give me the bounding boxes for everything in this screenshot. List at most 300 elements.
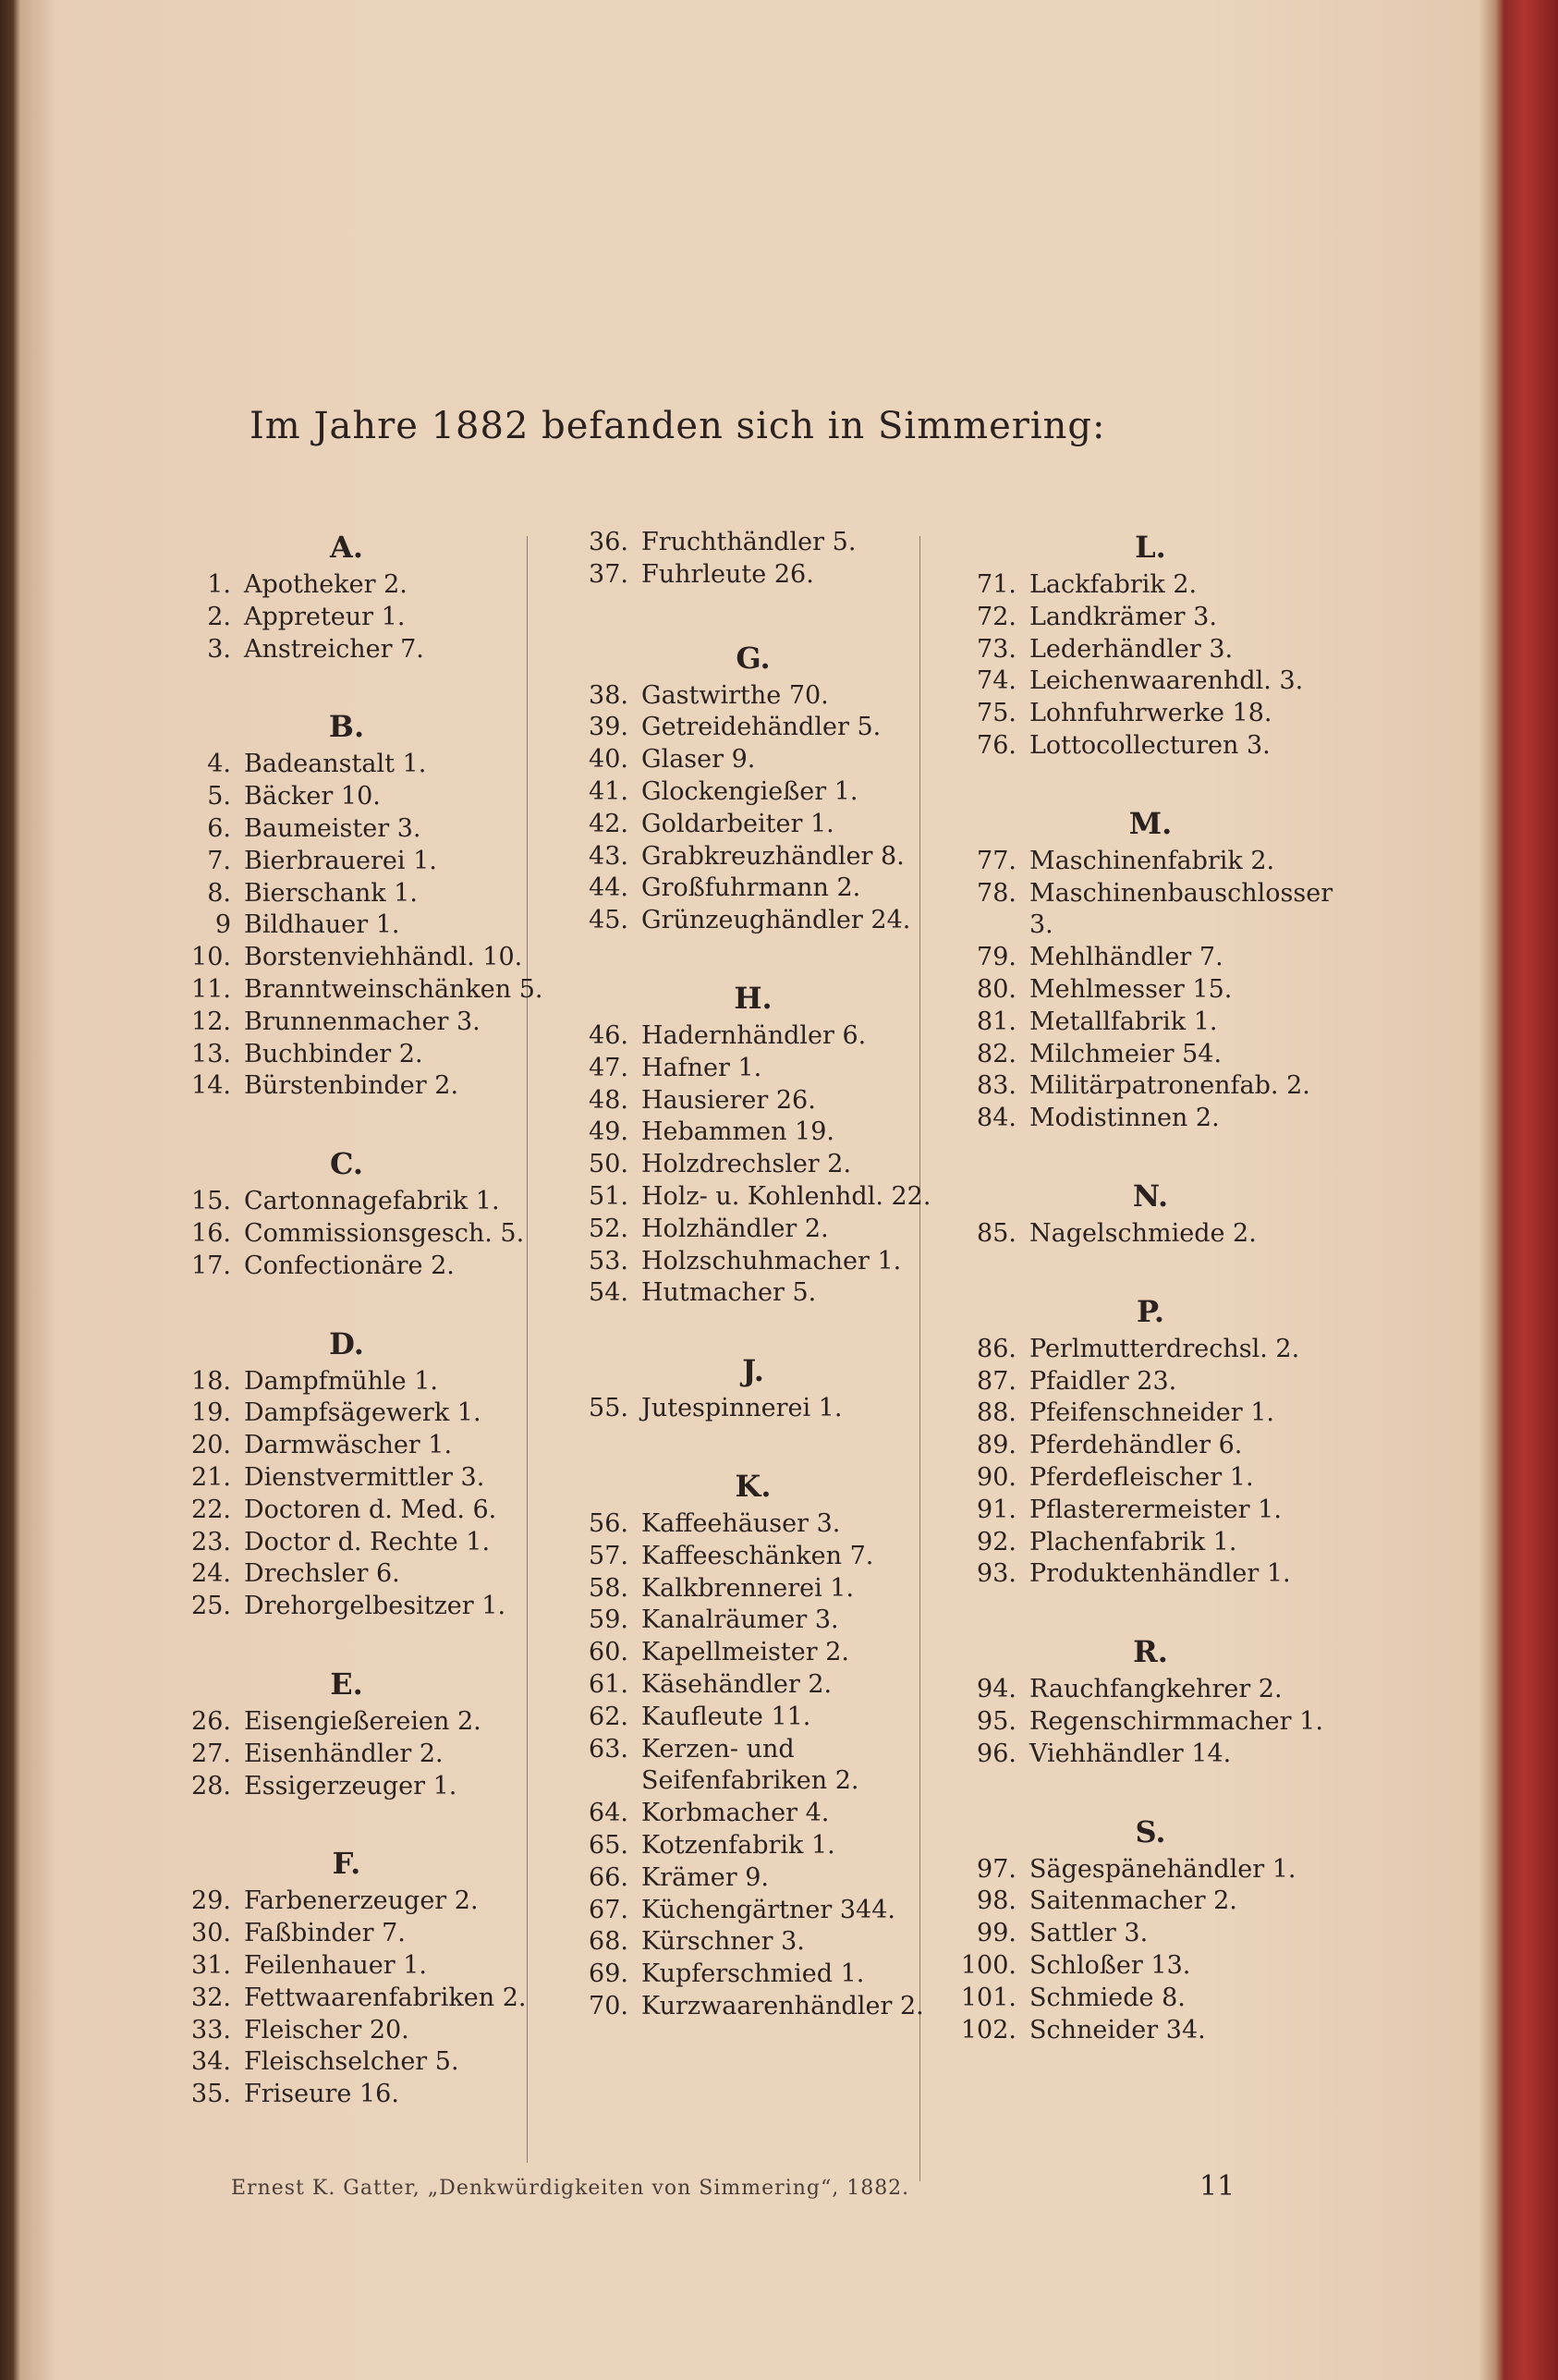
entry-number: 43. (589, 841, 628, 871)
list-item (554, 1830, 952, 1862)
entry-text: Mehlhändler 7. (1029, 943, 1223, 972)
list-item (157, 1558, 536, 1591)
entry-text: Brunnenmacher 3. (244, 1007, 481, 1036)
entry-number: 76. (977, 730, 1016, 760)
entry-text: Hebammen 19. (641, 1117, 834, 1147)
list-item (554, 527, 952, 559)
section-letter: C. (329, 1146, 364, 1182)
list-item (554, 776, 952, 809)
list-item (157, 1983, 536, 2015)
list-item (554, 873, 952, 905)
entry-text: Großfuhrmann 2. (641, 873, 861, 903)
letter-group (157, 1143, 536, 1282)
entry-text: Nagelschmiede 2. (1029, 1218, 1257, 1248)
section-letter: K. (735, 1468, 772, 1504)
entry-number: 45. (589, 906, 628, 935)
list-item (943, 942, 1358, 974)
list-item (157, 909, 536, 942)
entry-number: 67. (589, 1895, 628, 1924)
list-item (157, 1918, 536, 1950)
list-item (943, 634, 1358, 666)
entry-text: Kapellmeister 2. (641, 1638, 849, 1667)
entry-text: Kupferschmied 1. (641, 1959, 865, 1989)
list-item (157, 846, 536, 878)
entry-number: 15. (191, 1187, 231, 1216)
list-item (157, 974, 543, 1007)
entry-number: 44. (589, 873, 628, 903)
entry-text: Lohnfuhrwerke 18. (1029, 699, 1272, 728)
letter-group (554, 638, 952, 937)
list-item (943, 1430, 1358, 1462)
section-letter: G. (736, 640, 771, 676)
entry-text: Friseure 16. (244, 2080, 399, 2109)
list-item (943, 878, 1358, 943)
entry-text: Glaser 9. (641, 745, 756, 775)
list-item (554, 1214, 952, 1246)
section-letter: F. (332, 1846, 361, 1882)
entry-text: Dampfmühle 1. (244, 1366, 438, 1396)
entry-text: Grabkreuzhändler 8. (641, 841, 905, 871)
letter-group (554, 1350, 952, 1425)
entry-text: Cartonnagefabrik 1. (244, 1187, 500, 1216)
list-item (554, 1926, 952, 1959)
entry-number: 24. (191, 1559, 231, 1589)
entry-text: Gastwirthe 70. (641, 680, 829, 710)
entry-text: Perlmutterdrechsl. 2. (1029, 1334, 1300, 1363)
entry-number: 33. (191, 2015, 231, 2044)
page (28, 0, 1503, 2380)
list-item (157, 813, 536, 846)
section-letter: M. (1128, 805, 1173, 841)
entry-number: 3. (207, 634, 231, 664)
entry-number: 98. (977, 1886, 1016, 1916)
entry-text: Goldarbeiter 1. (641, 809, 834, 838)
entry-text: Commissionsgesch. 5. (244, 1218, 525, 1248)
entry-number: 30. (191, 1919, 231, 1948)
entry-number: 49. (589, 1117, 628, 1147)
entry-text: Küchengärtner 344. (641, 1895, 895, 1924)
list-item (554, 559, 952, 592)
entry-text: Kanalräumer 3. (641, 1605, 839, 1635)
entry-number: 10. (191, 943, 231, 972)
list-item (943, 846, 1358, 878)
entry-number: 88. (977, 1398, 1016, 1428)
entry-number: 84. (977, 1104, 1016, 1133)
entry-text: Fruchthändler 5. (641, 528, 857, 556)
list-item (554, 905, 952, 937)
list-item (943, 1918, 1358, 1950)
entry-number: 40. (589, 745, 628, 775)
entry-text: Fuhrleute 26. (641, 559, 814, 589)
entry-text: Sattler 3. (1029, 1919, 1149, 1948)
entry-number: 29. (191, 1886, 231, 1916)
entry-text: Milchmeier 54. (1029, 1039, 1223, 1068)
entry-text: Pferdefleischer 1. (1029, 1462, 1254, 1492)
list-item (554, 712, 952, 744)
entry-number: 75. (977, 699, 1016, 728)
entry-number: 60. (589, 1638, 628, 1667)
list-item (554, 1393, 952, 1425)
entry-number: 79. (977, 943, 1016, 972)
entry-number: 87. (977, 1366, 1016, 1396)
entry-number: 22. (191, 1495, 231, 1524)
letter-group (943, 1812, 1358, 2047)
section-letter: E. (330, 1666, 363, 1702)
entry-text: Holz- u. Kohlenhdl. 22. (641, 1181, 931, 1211)
letter-group (157, 1664, 536, 1802)
entry-number: 68. (589, 1927, 628, 1957)
list-item (157, 1218, 536, 1251)
entry-number: 72. (977, 602, 1016, 631)
entry-number: 8. (207, 878, 231, 908)
list-item (554, 1117, 952, 1149)
entry-text: Maschinenbauschlosser 3. (1029, 878, 1333, 940)
entry-text: Eisenhändler 2. (244, 1739, 444, 1768)
list-item (943, 2015, 1358, 2047)
entry-text: Feilenhauer 1. (244, 1950, 427, 1980)
entry-text: Schmiede 8. (1029, 1983, 1186, 2012)
entry-text: Kaufleute 11. (641, 1702, 811, 1731)
entry-text: Fleischselcher 5. (244, 2047, 459, 2077)
list-item (554, 1862, 952, 1895)
entry-text: Kotzenfabrik 1. (641, 1830, 835, 1860)
list-item (943, 1983, 1358, 2015)
list-item (157, 2046, 536, 2079)
letter-group (943, 803, 1358, 1135)
entry-text: Faßbinder 7. (244, 1919, 406, 1948)
list-item (157, 781, 536, 813)
entry-number: 47. (589, 1053, 628, 1082)
entry-number: 91. (977, 1495, 1016, 1524)
list-item (157, 634, 536, 666)
entry-number: 23. (191, 1527, 231, 1556)
entry-number: 36. (589, 528, 628, 556)
entry-number: 25. (191, 1592, 231, 1621)
entry-text: Eisengießereien 2. (244, 1706, 481, 1736)
entry-number: 66. (589, 1862, 628, 1892)
entry-text: Baumeister 3. (244, 813, 421, 843)
entry-number: 95. (977, 1706, 1016, 1736)
entry-number: 51. (589, 1181, 628, 1211)
entry-text: Drechsler 6. (244, 1559, 400, 1589)
entry-text: Kerzen- und Seifenfabriken 2. (641, 1734, 859, 1796)
entry-text: Holzschuhmacher 1. (641, 1246, 902, 1275)
entry-number: 85. (977, 1218, 1016, 1248)
entry-number: 102. (960, 2015, 1016, 2044)
entry-number: 48. (589, 1085, 628, 1115)
entry-text: Farbenerzeuger 2. (244, 1886, 479, 1916)
list-item (554, 1541, 952, 1573)
entry-text: Leichenwaarenhdl. 3. (1029, 666, 1304, 696)
list-item (157, 1007, 536, 1039)
entry-text: Käsehändler 2. (641, 1669, 833, 1699)
entry-number: 17. (191, 1251, 231, 1280)
entry-number: 101. (960, 1983, 1016, 2012)
entry-number: 70. (589, 1991, 628, 2020)
entry-text: Schneider 34. (1029, 2015, 1206, 2044)
letter-group (554, 978, 952, 1310)
section-letter: R. (1133, 1634, 1168, 1670)
list-item (554, 1020, 952, 1053)
list-item (157, 1495, 536, 1527)
entry-text: Kaffeeschänken 7. (641, 1541, 874, 1570)
list-item (554, 1798, 952, 1830)
entry-text: Produktenhändler 1. (1029, 1559, 1291, 1589)
page-number: 11 (1199, 2170, 1235, 2203)
entry-number: 64. (589, 1799, 628, 1828)
letter-group (943, 1631, 1358, 1770)
list-item (554, 1508, 952, 1541)
entry-text: Apotheker 2. (244, 570, 408, 599)
entry-text: Viehhändler 14. (1029, 1739, 1232, 1768)
entry-text: Dienstvermittler 3. (244, 1462, 485, 1492)
entry-number: 42. (589, 809, 628, 838)
list-item (943, 1854, 1358, 1886)
entry-number: 89. (977, 1431, 1016, 1460)
entry-text: Mehlmesser 15. (1029, 974, 1233, 1004)
entry-number: 32. (191, 1983, 231, 2012)
entry-text: Bierbrauerei 1. (244, 846, 437, 875)
entry-text: Sägespänehändler 1. (1029, 1854, 1296, 1884)
entry-number: 90. (977, 1462, 1016, 1492)
letter-group (157, 1324, 536, 1623)
letter-group (943, 527, 1358, 763)
section-letter: D. (329, 1325, 364, 1361)
entry-text: Schloßer 13. (1029, 1950, 1191, 1980)
column-2 (554, 527, 952, 2064)
entry-text: Branntweinschänken 5. (244, 974, 543, 1004)
entry-number: 61. (589, 1669, 628, 1699)
list-item (554, 1734, 952, 1799)
entry-text: Holzhändler 2. (641, 1214, 829, 1243)
entry-text: Modistinnen 2. (1029, 1104, 1220, 1133)
list-item (943, 1397, 1358, 1430)
list-item (554, 1669, 952, 1702)
list-item (943, 1706, 1358, 1739)
entry-number: 96. (977, 1739, 1016, 1768)
entry-text: Fettwaarenfabriken 2. (244, 1983, 527, 2012)
entry-number: 13. (191, 1039, 231, 1068)
list-item (157, 1462, 536, 1495)
entry-number: 21. (191, 1462, 231, 1492)
entry-text: Bildhauer 1. (244, 910, 400, 940)
entry-text: Kalkbrennerei 1. (641, 1573, 855, 1603)
entry-number: 41. (589, 776, 628, 806)
list-item (554, 1991, 952, 2023)
entry-text: Glockengießer 1. (641, 776, 858, 806)
letter-group (943, 1291, 1358, 1591)
entry-text: Buchbinder 2. (244, 1039, 423, 1068)
list-item (157, 2015, 536, 2047)
list-item (554, 744, 952, 776)
list-item (157, 1397, 536, 1430)
entry-text: Holzdrechsler 2. (641, 1150, 852, 1179)
entry-text: Pfeifenschneider 1. (1029, 1398, 1275, 1428)
list-item (157, 1430, 536, 1462)
list-item (554, 1573, 952, 1605)
entry-number: 73. (977, 634, 1016, 664)
list-item (943, 1886, 1358, 1918)
list-item (554, 1637, 952, 1669)
page-heading: Im Jahre 1882 befanden sich in Simmering: (250, 405, 1106, 447)
list-item (157, 1186, 536, 1218)
section-letter: P. (1137, 1293, 1164, 1329)
entry-text: Drehorgelbesitzer 1. (244, 1592, 506, 1621)
entry-text: Militärpatronenfab. 2. (1029, 1071, 1310, 1101)
list-item (943, 1007, 1358, 1039)
list-item (943, 1334, 1358, 1366)
list-item (943, 698, 1358, 730)
entry-text: Appreteur 1. (244, 602, 406, 631)
entry-text: Darmwäscher 1. (244, 1431, 453, 1460)
entry-text: Kurzwaarenhändler 2. (641, 1991, 924, 2020)
entry-text: Dampfsägewerk 1. (244, 1398, 481, 1428)
entry-number: 6. (207, 813, 231, 843)
entry-number: 35. (191, 2080, 231, 2109)
entry-number: 7. (207, 846, 231, 875)
list-item (943, 974, 1358, 1007)
entry-number: 4. (207, 750, 231, 779)
list-item (157, 942, 536, 974)
entry-number: 20. (191, 1431, 231, 1460)
entry-text: Essigerzeuger 1. (244, 1771, 457, 1800)
list-item (943, 1218, 1358, 1251)
list-item (157, 1070, 536, 1103)
entry-number: 58. (589, 1573, 628, 1603)
list-item (554, 1277, 952, 1310)
list-item (554, 1895, 952, 1927)
list-item (554, 1053, 952, 1085)
entry-number: 99. (977, 1919, 1016, 1948)
entry-text: Hausierer 26. (641, 1085, 816, 1115)
entry-text: Jutespinnerei 1. (641, 1394, 843, 1423)
list-item (157, 1366, 536, 1398)
entry-text: Hutmacher 5. (641, 1278, 817, 1308)
entry-number: 94. (977, 1675, 1016, 1704)
list-item (943, 1103, 1358, 1135)
entry-number: 54. (589, 1278, 628, 1308)
entry-text: Doctor d. Rechte 1. (244, 1527, 491, 1556)
list-item (943, 1674, 1358, 1706)
list-item (943, 1070, 1358, 1103)
entry-text: Pfaidler 23. (1029, 1366, 1177, 1396)
entry-text: Grünzeughändler 24. (641, 906, 911, 935)
entry-text: Fleischer 20. (244, 2015, 409, 2044)
entry-text: Pferdehändler 6. (1029, 1431, 1243, 1460)
letter-group (157, 527, 536, 665)
list-item (157, 2079, 536, 2111)
entry-text: Maschinenfabrik 2. (1029, 846, 1275, 875)
entry-number: 71. (977, 570, 1016, 599)
entry-text: Kürschner 3. (641, 1927, 805, 1957)
list-item (157, 1706, 536, 1739)
column-1 (157, 527, 543, 2152)
list-item (554, 841, 952, 873)
entry-number: 34. (191, 2047, 231, 2077)
section-letter: B. (328, 709, 365, 745)
letter-group (943, 1176, 1358, 1251)
entry-number: 59. (589, 1605, 628, 1635)
entry-number: 9 (214, 910, 231, 940)
list-item (943, 1950, 1358, 1983)
entry-number: 77. (977, 846, 1016, 875)
entry-text: Getreidehändler 5. (641, 713, 882, 742)
entry-text: Confectionäre 2. (244, 1251, 455, 1280)
entry-number: 53. (589, 1246, 628, 1275)
entry-text: Landkrämer 3. (1029, 602, 1217, 631)
entry-text: Korbmacher 4. (641, 1799, 830, 1828)
entry-number: 63. (589, 1734, 628, 1764)
entry-number: 82. (977, 1039, 1016, 1068)
entry-number: 31. (191, 1950, 231, 1980)
entry-text: Bürstenbinder 2. (244, 1071, 459, 1101)
entry-text: Pflasterermeister 1. (1029, 1495, 1282, 1524)
list-item (943, 602, 1358, 634)
list-item (943, 1739, 1358, 1771)
entry-number: 39. (589, 713, 628, 742)
section-letter: J. (742, 1353, 764, 1389)
entry-number: 11. (191, 974, 231, 1004)
entry-number: 50. (589, 1150, 628, 1179)
list-item (157, 1039, 536, 1071)
entry-text: Hadernhändler 6. (641, 1020, 867, 1050)
entry-number: 38. (589, 680, 628, 710)
entry-number: 12. (191, 1007, 231, 1036)
list-item (554, 680, 952, 713)
entry-text: Regenschirmmacher 1. (1029, 1706, 1323, 1736)
list-item (943, 1462, 1358, 1495)
list-item (157, 1771, 536, 1803)
entry-number: 1. (207, 570, 231, 599)
entry-number: 2. (207, 602, 231, 631)
entry-text: Borstenviehhändl. 10. (244, 943, 523, 972)
entry-text: Anstreicher 7. (244, 634, 424, 664)
letter-group (554, 1466, 952, 2023)
entry-number: 80. (977, 974, 1016, 1004)
list-item (157, 1886, 536, 1918)
list-item (943, 665, 1358, 698)
entry-text: Rauchfangkehrer 2. (1029, 1675, 1283, 1704)
entry-number: 26. (191, 1706, 231, 1736)
entry-number: 92. (977, 1527, 1016, 1556)
entry-number: 78. (977, 878, 1016, 908)
list-item (943, 1558, 1358, 1591)
entry-text: Kaffeehäuser 3. (641, 1508, 841, 1538)
entry-number: 97. (977, 1854, 1016, 1884)
list-item (157, 1591, 536, 1623)
list-item (554, 1605, 952, 1637)
section-letter: N. (1132, 1178, 1169, 1214)
list-item (943, 569, 1358, 602)
list-item (554, 1085, 952, 1117)
list-item (554, 1959, 952, 1991)
entry-number: 57. (589, 1541, 628, 1570)
entry-number: 28. (191, 1771, 231, 1800)
entry-number: 83. (977, 1071, 1016, 1101)
list-item (554, 809, 952, 841)
entry-text: Krämer 9. (641, 1862, 770, 1892)
list-item (943, 1366, 1358, 1398)
entry-text: Metallfabrik 1. (1029, 1007, 1218, 1036)
list-item (157, 602, 536, 634)
entry-number: 55. (589, 1394, 628, 1423)
entry-text: Saitenmacher 2. (1029, 1886, 1237, 1916)
entry-text: Hafner 1. (641, 1053, 762, 1082)
entry-number: 52. (589, 1214, 628, 1243)
entry-number: 56. (589, 1508, 628, 1538)
list-item (157, 1739, 536, 1771)
entry-number: 86. (977, 1334, 1016, 1363)
